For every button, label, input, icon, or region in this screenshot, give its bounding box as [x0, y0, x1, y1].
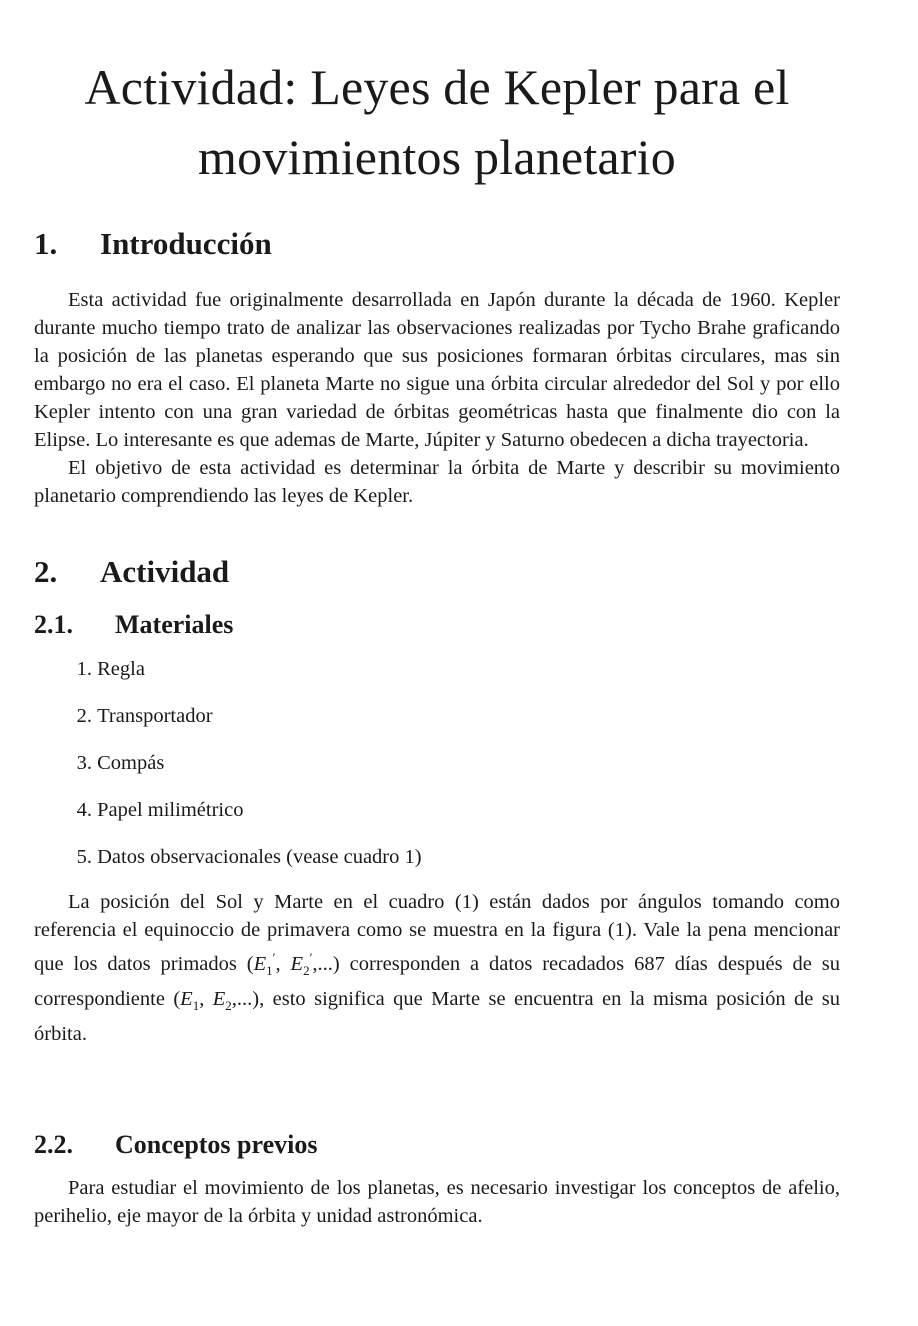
- subsection-heading-materiales: [34, 608, 840, 642]
- subsection-heading-conceptos-previos: [34, 1128, 840, 1162]
- list-item-number: 5.: [76, 846, 92, 868]
- section-number: 1.: [34, 226, 58, 261]
- list-item: [34, 796, 840, 824]
- subsection-title: Conceptos previos: [115, 1130, 318, 1160]
- math-e1-prime: $E_1'$: [253, 950, 276, 978]
- paragraph-text: ,...), esto significa que Marte se encuentra en la misma posición de su órbita.: [34, 987, 840, 1046]
- section-title: Introducción: [100, 226, 272, 261]
- list-item-number: 1.: [76, 658, 92, 680]
- list-item-label: Regla: [97, 658, 145, 680]
- list-item-label: Transportador: [97, 705, 213, 727]
- list-item: [34, 702, 840, 730]
- list-item-number: 4.: [76, 799, 92, 821]
- materials-list: [34, 655, 840, 871]
- list-item-number: 3.: [76, 752, 92, 774]
- section-heading-introduccion: [34, 224, 840, 264]
- list-item: [34, 749, 840, 777]
- section-heading-actividad: [34, 552, 840, 592]
- subsection-title: Materiales: [115, 610, 234, 639]
- list-item-label: Papel milimétrico: [97, 799, 244, 821]
- math-e2: $E_2$: [212, 987, 232, 1014]
- math-e2-prime: $E_2'$: [290, 950, 313, 978]
- concepts-paragraph: Para estudiar el movimiento de los planetas, es necesario investigar los conceptos de afelio, perihelio, eje mayor de la órbita y unidad astronómica.: [34, 1177, 840, 1228]
- subsection-number: 2.2.: [34, 1130, 73, 1160]
- document-page: [34, 0, 840, 1230]
- document-title: Actividad: Leyes de Kepler para el movimientos planetario: [84, 59, 790, 185]
- paragraph-text: La posición del Sol y Marte en el cuadro (1) están dados por ángulos tomando como referencia el equinoccio de primavera como se muestra en la figura (1). Vale la pena mencionar que los datos primados (: [34, 891, 840, 975]
- intro-paragraph-2: El objetivo de esta actividad es determinar la órbita de Marte y describir su movimiento planetario comprendiendo las leyes de Kepler.: [34, 457, 840, 507]
- section-number: 2.: [34, 554, 58, 589]
- separator: ,: [275, 952, 291, 975]
- intro-paragraph-1: Esta actividad fue originalmente desarrollada en Japón durante la década de 1960. Kepler durante mucho tiempo trato de analizar las observaciones realizadas por Tycho Brahe graficando la posición de las planetas esperando que sus posiciones formaran órbitas circulares, mas sin embargo no era el caso. El planeta Marte no sigue una órbita circular alrededor del Sol y por ello Kepler intento con una gran variedad de órbitas geométricas hasta que finalmente dio con la Elipse. Lo interesante es que ademas de Marte, Júpiter y Saturno obedecen a dicha trayectoria.: [34, 289, 840, 451]
- list-item-number: 2.: [76, 705, 92, 727]
- section-title: Actividad: [100, 554, 230, 589]
- list-item: [34, 843, 840, 871]
- list-item-label: Compás: [97, 752, 165, 774]
- list-item: [34, 655, 840, 683]
- separator: ,: [199, 987, 213, 1010]
- subsection-number: 2.1.: [34, 610, 73, 639]
- paragraph-text: ,...) corresponden a datos recadados 687 días después de su correspondiente (: [34, 952, 841, 1010]
- math-e1: $E_1$: [180, 987, 200, 1014]
- list-item-label: Datos observacionales (vease cuadro 1): [97, 846, 422, 868]
- materials-paragraph: [34, 888, 840, 1048]
